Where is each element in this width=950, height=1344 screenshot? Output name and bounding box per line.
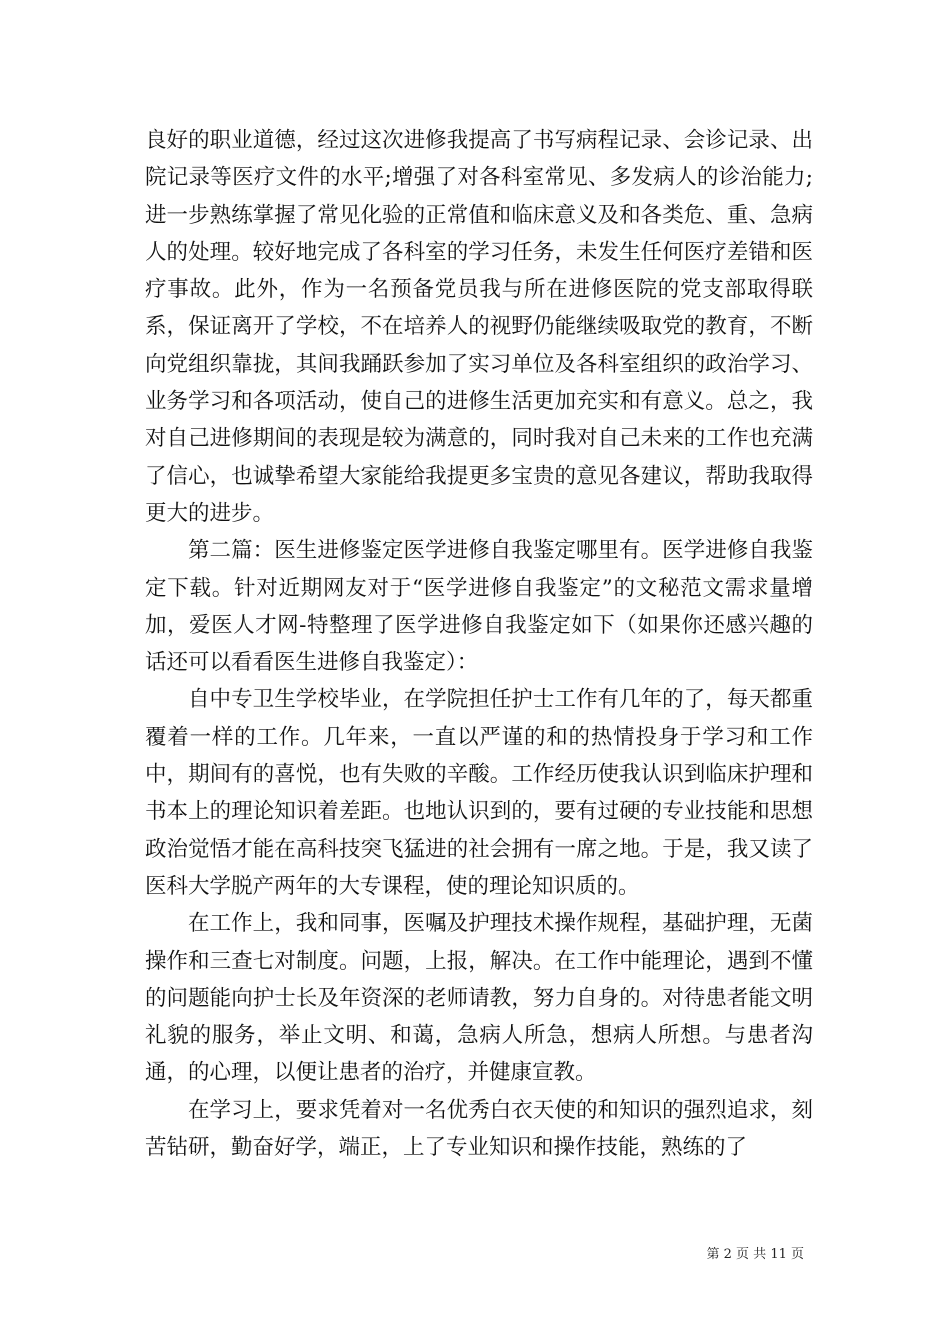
paragraph-continuation: 良好的职业道德，经过这次进修我提高了书写病程记录、会诊记录、出院记录等医疗文件的水平;增强了对各科室常见、多发病人的诊治能力;进一步熟练掌握了常见化验的正常值和临床意义及和各类危、重、急病人的处理。较好地完成了各科室的学习任务，未发生任何医疗差错和医疗事故。此外，作为一名预备党员我与所在进修医院的党支部取得联系，保证离开了学校，不在培养人的视野仍能继续吸取党的教育，不断向党组织靠拢，其间我踊跃参加了实习单位及各科室组织的政治学习、业务学习和各项活动，使自己的进修生活更加充实和有意义。总之，我对自己进修期间的表现是较为满意的，同时我对自己未来的工作也充满了信心，也诚挚希望大家能给我提更多宝贵的意见各建议，帮助我取得更大的进步。 — [145, 128, 813, 526]
paragraph-work: 在工作上，我和同事，医嘱及护理技术操作规程，基础护理，无菌操作和三查七对制度。问题，上报，解决。在工作中能理论，遇到不懂的问题能向护士长及年资深的老师请教，努力自身的。对待患者能文明礼貌的服务，举止文明、和蔼，急病人所急，想病人所想。与患者沟通，的心理，以便让患者的治疗，并健康宣教。 — [145, 911, 813, 1086]
paragraph-study: 在学习上，要求凭着对一名优秀白衣天使的和知识的强烈追求，刻苦钻研，勤奋好学，端正，上了专业知识和操作技能，熟练的了 — [145, 1097, 813, 1161]
paragraph-second-article-intro: 第二篇：医生进修鉴定医学进修自我鉴定哪里有。医学进修自我鉴定下载。针对近期网友对于“医学进修自我鉴定”的文秘范文需求量增加，爱医人才网-特整理了医学进修自我鉴定如下（如果你还感兴趣的话还可以看看医生进修自我鉴定）： — [145, 538, 813, 676]
page-number-footer: 第 2 页 共 11 页 — [706, 1247, 804, 1262]
paragraph-education-background: 自中专卫生学校毕业，在学院担任护士工作有几年的了，每天都重覆着一样的工作。几年来，一直以严谨的和的热情投身于学习和工作中，期间有的喜悦，也有失败的辛酸。工作经历使我认识到临床护理和书本上的理论知识着差距。也地认识到的，要有过硬的专业技能和思想政治觉悟才能在高科技突飞猛进的社会拥有一席之地。于是，我又读了医科大学脱产两年的大专课程，使的理论知识质的。 — [145, 687, 813, 899]
document-body — [145, 122, 813, 1166]
